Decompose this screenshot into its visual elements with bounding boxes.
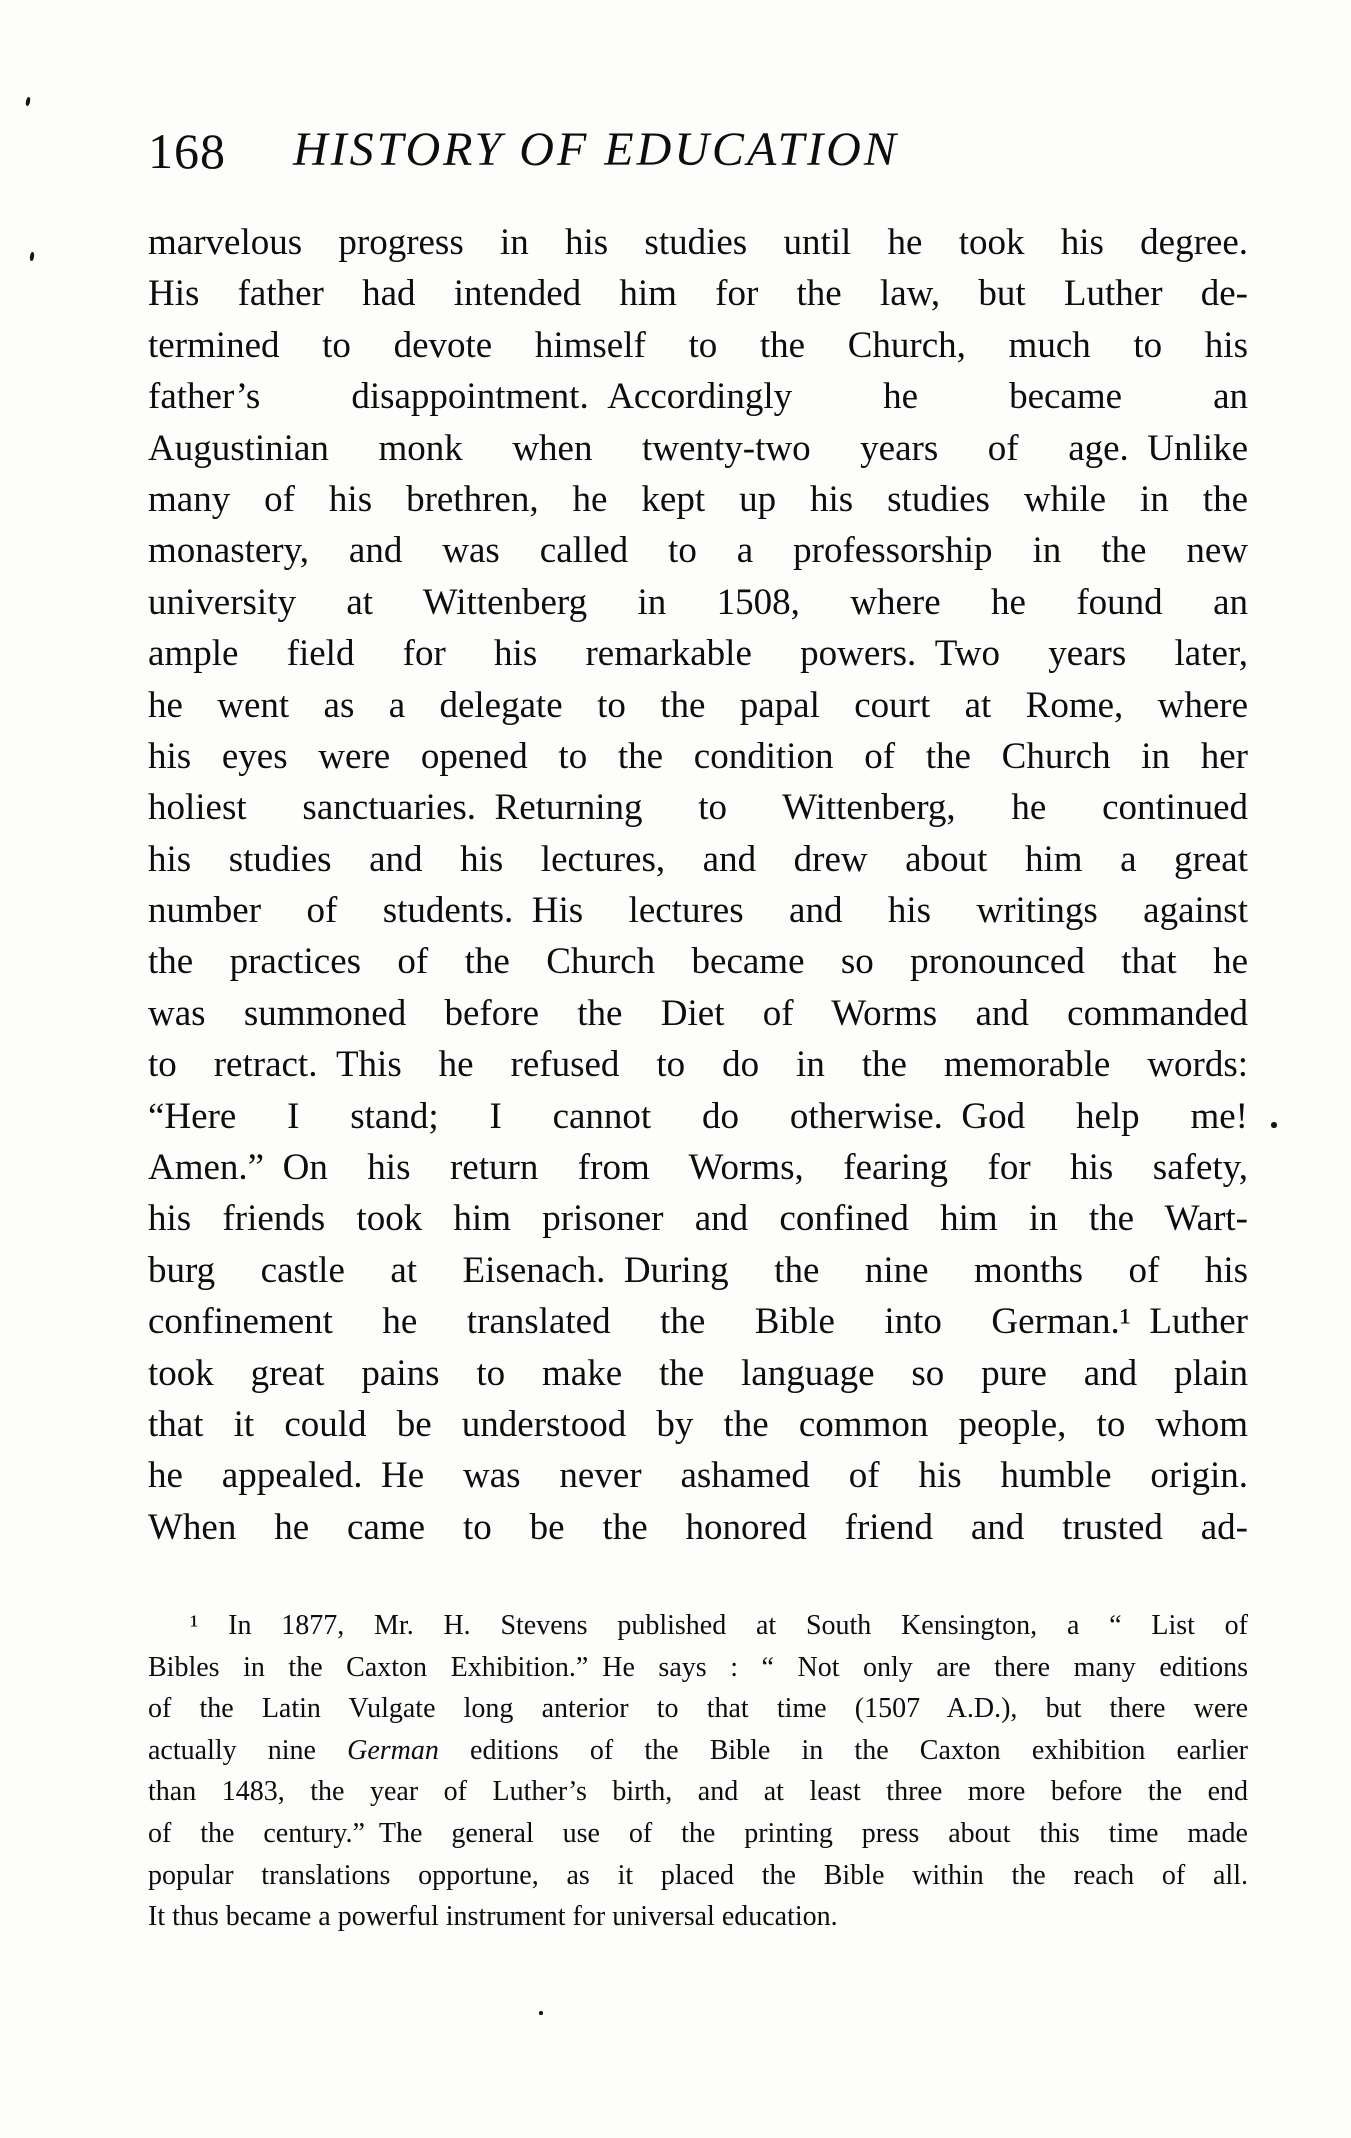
footnote-line [148,1855,1248,1897]
footnote-text: ¹ In 1877, Mr. H. Stevens published at South Kensington, a “ List of [190,1610,1248,1641]
running-header-title: HISTORY OF EDUCATION [293,123,899,176]
footnote-text: of the century.” The general use of the printing press about this time made [148,1817,1248,1849]
ink-speck [29,252,34,261]
body-paragraph [148,217,1248,1553]
text-line: His father had intended him for the law, but Luther de- [148,273,1248,315]
text-line: his friends took him prisoner and confined him in the Wart- [148,1198,1248,1240]
footnote-line [148,1605,1248,1647]
text-line: ample field for his remarkable powers. Two years later, [148,633,1248,675]
footnote-line [148,1730,1248,1772]
footnote-text: than 1483, the year of Luther’s birth, and at least three more before the end [148,1776,1248,1808]
footnote-text: popular translations opportune, as it placed the Bible within the reach of all. [148,1859,1248,1891]
footnote-line [148,1813,1248,1855]
text-line: he appealed. He was never ashamed of his humble origin. [148,1455,1248,1497]
text-line: that it could be understood by the common people, to whom [148,1403,1248,1445]
text-line: university at Wittenberg in 1508, where he found an [148,581,1248,623]
text-line: he went as a delegate to the papal court at Rome, where [148,684,1248,726]
text-line: to retract. This he refused to do in the memorable words: [148,1044,1248,1086]
text-line: his eyes were opened to the condition of the Church in her [148,735,1248,777]
footnote-line [148,1771,1248,1813]
ink-speck [539,2011,543,2015]
text-line: “Here I stand; I cannot do otherwise. God help me! [148,1095,1248,1137]
footnote-text: editions of the Bible in the Caxton exhibition earlier [438,1734,1248,1766]
footnote-text: It thus became a powerful instrument for universal education. [148,1901,838,1933]
text-line: holiest sanctuaries. Returning to Wittenberg, he continued [148,787,1248,829]
text-line: took great pains to make the language so pure and plain [148,1352,1248,1394]
page-number: 168 [148,123,226,179]
text-line: marvelous progress in his studies until he took his degree. [148,222,1248,263]
footnote-text: Bibles in the Caxton Exhibition.” He says : “ Not only are there many editions [148,1651,1248,1683]
footnote [148,1605,1248,1938]
footnote-italic-word: German [347,1734,439,1766]
footnote-line [148,1896,1248,1938]
text-line: the practices of the Church became so pronounced that he [148,941,1248,983]
text-line: many of his brethren, he kept up his studies while in the [148,478,1248,520]
text-line: Augustinian monk when twenty-two years of age. Unlike [148,427,1248,469]
footnote-line [148,1647,1248,1689]
text-line: number of students. His lectures and his writings against [148,890,1248,932]
text-line: father’s disappointment. Accordingly he became an [148,376,1248,418]
footnote-line [148,1688,1248,1730]
text-line: monastery, and was called to a professorship in the new [148,530,1248,572]
text-line: was summoned before the Diet of Worms and commanded [148,992,1248,1034]
footnote-text: of the Latin Vulgate long anterior to that time (1507 A.D.), but there were [148,1693,1248,1725]
ink-speck [25,97,31,107]
ink-speck [1271,1122,1277,1128]
text-line: When he came to be the honored friend and trusted ad- [148,1506,1248,1548]
text-line: burg castle at Eisenach. During the nine months of his [148,1249,1248,1291]
text-line: his studies and his lectures, and drew about him a great [148,838,1248,880]
text-line: Amen.” On his return from Worms, fearing for his safety, [148,1147,1248,1189]
footnote-text: actually nine [148,1734,348,1766]
text-line: termined to devote himself to the Church, much to his [148,324,1248,366]
text-line: confinement he translated the Bible into German.¹ Luther [148,1301,1248,1343]
